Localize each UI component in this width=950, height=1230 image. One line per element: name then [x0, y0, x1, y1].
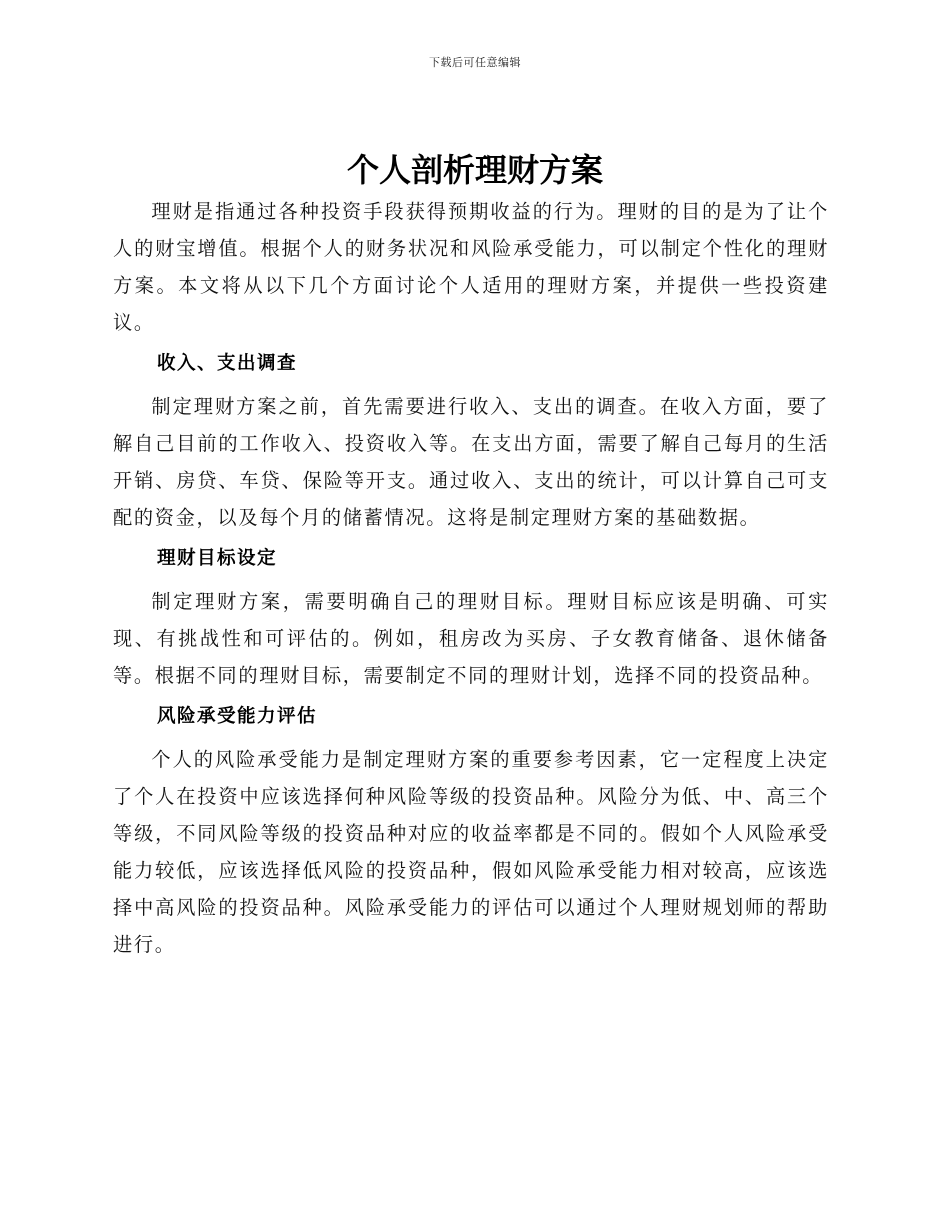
section-paragraph-income-expense: 制定理财方案之前，首先需要进行收入、支出的调查。在收入方面，要了解自己目前的工作收入、投资收入等。在支出方面，需要了解自己每月的生活开销、房贷、车贷、保险等开支。通过收入、支出的统计，可以计算自己可支配的资金，以及每个月的储蓄情况。这将是制定理财方案的基础数据。 — [113, 395, 829, 529]
header-note: 下载后可任意编辑 — [429, 56, 521, 69]
section-paragraph-goal-setting: 制定理财方案，需要明确自己的理财目标。理财目标应该是明确、可实现、有挑战性和可评估的。例如，租房改为买房、子女教育储备、退休储备等。根据不同的理财目标，需要制定不同的理财计划，选择不同的投资品种。 — [113, 590, 829, 687]
document-title: 个人剖析理财方案 — [346, 151, 603, 189]
intro-paragraph: 理财是指通过各种投资手段获得预期收益的行为。理财的目的是为了让个人的财宝增值。根据个人的财务状况和风险承受能力，可以制定个性化的理财方案。本文将从以下几个方面讨论个人适用的理财方案，并提供一些投资建议。 — [113, 200, 829, 334]
section-heading-goal-setting: 理财目标设定 — [157, 548, 278, 569]
section-heading-risk-assessment: 风险承受能力评估 — [157, 706, 318, 727]
section-heading-income-expense: 收入、支出调查 — [157, 353, 298, 374]
document-body — [113, 193, 829, 963]
section-paragraph-risk-assessment: 个人的风险承受能力是制定理财方案的重要参考因素，它一定程度上决定了个人在投资中应该选择何种风险等级的投资品种。风险分为低、中、高三个等级，不同风险等级的投资品种对应的收益率都是不同的。假如个人风险承受能力较低，应该选择低风险的投资品种，假如风险承受能力相对较高，应该选择中高风险的投资品种。风险承受能力的评估可以通过个人理财规划师的帮助进行。 — [113, 748, 829, 956]
